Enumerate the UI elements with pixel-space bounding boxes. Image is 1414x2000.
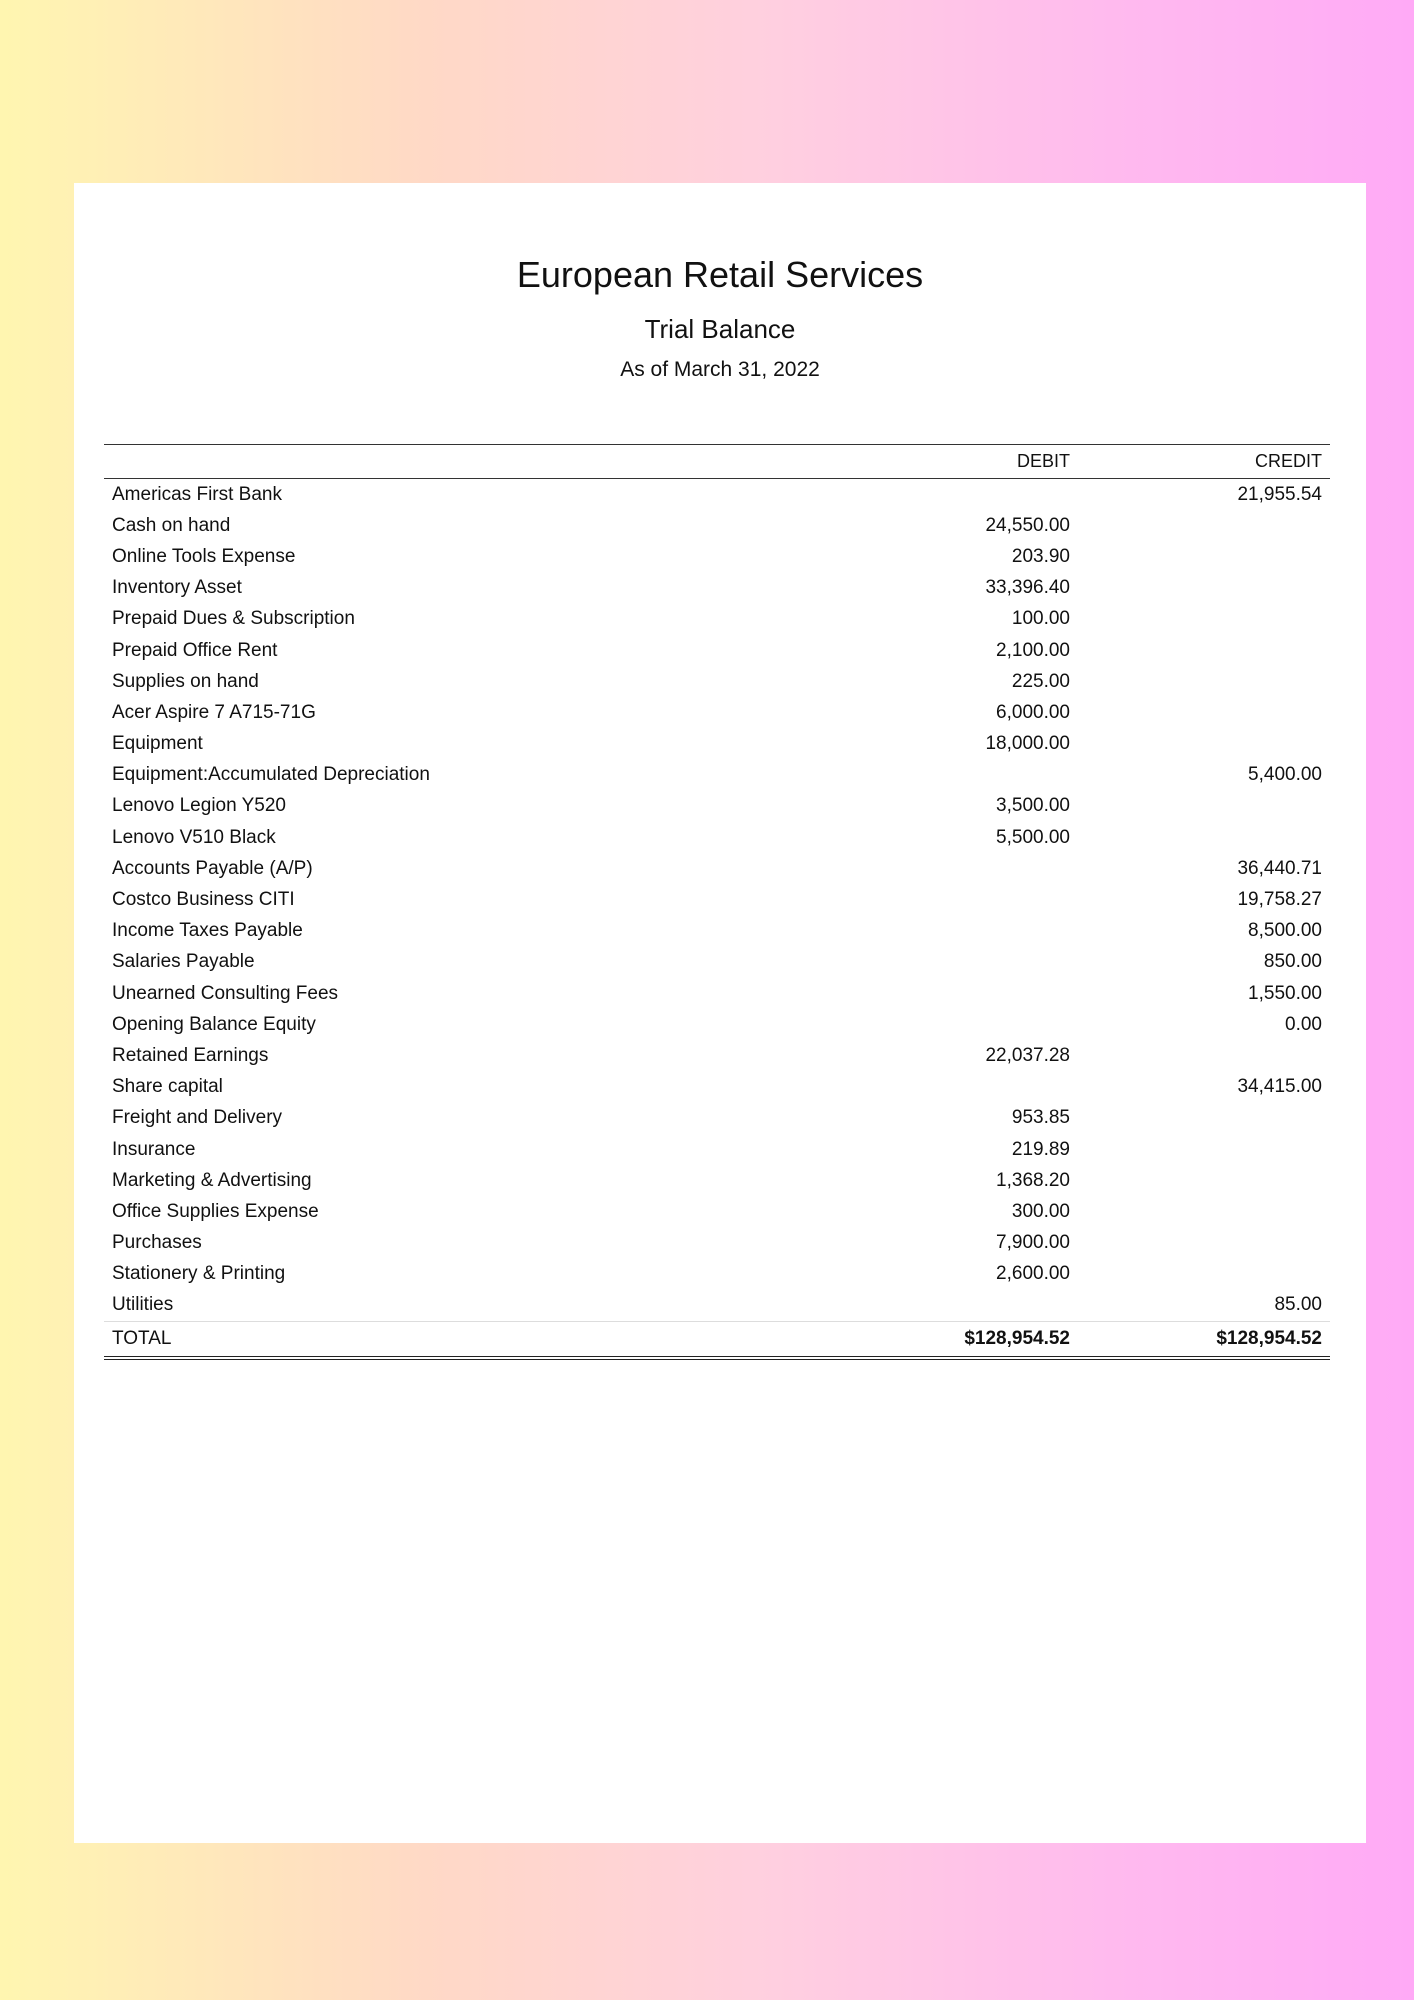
- account-cell: Purchases: [112, 1232, 202, 1254]
- account-cell: Stationery & Printing: [112, 1263, 286, 1285]
- table-row: [104, 1259, 1330, 1290]
- account-cell: Unearned Consulting Fees: [112, 982, 339, 1004]
- debit-cell: 953.85: [1011, 1107, 1070, 1129]
- credit-cell: [1078, 510, 1330, 541]
- account-cell: Inventory Asset: [112, 577, 242, 599]
- report-date: As of March 31, 2022: [620, 358, 820, 381]
- credit-cell: [1078, 1196, 1330, 1227]
- table-row: [104, 729, 1330, 760]
- credit-cell: [1078, 541, 1330, 572]
- credit-cell: [1078, 666, 1330, 697]
- account-cell: Acer Aspire 7 A715-71G: [112, 701, 316, 723]
- credit-column-header: CREDIT: [1078, 445, 1330, 479]
- debit-cell: 300.00: [1011, 1200, 1070, 1222]
- credit-cell: 21,955.54: [1237, 483, 1322, 505]
- trial-balance-table: [104, 444, 1330, 1360]
- table-row: [104, 666, 1330, 697]
- report-title: Trial Balance: [644, 314, 796, 344]
- debit-cell: 219.89: [1011, 1138, 1070, 1160]
- credit-cell: [1078, 1040, 1330, 1071]
- total-row: [104, 1322, 1330, 1359]
- table-row: [104, 510, 1330, 541]
- account-cell: Salaries Payable: [112, 951, 255, 973]
- total-credit: $128,954.52: [1078, 1322, 1330, 1359]
- table-header-row: [104, 445, 1330, 479]
- account-column-header: [104, 445, 870, 479]
- account-cell: Retained Earnings: [112, 1044, 269, 1066]
- table-row: [104, 1072, 1330, 1103]
- table-row: [104, 573, 1330, 604]
- account-cell: Equipment:Accumulated Depreciation: [112, 764, 430, 786]
- account-cell: Opening Balance Equity: [112, 1013, 316, 1035]
- table-row: [104, 479, 1330, 511]
- table-row: [104, 697, 1330, 728]
- company-name: European Retail Services: [516, 254, 924, 295]
- credit-cell: [1078, 1259, 1330, 1290]
- account-cell: Share capital: [112, 1076, 223, 1098]
- table-row: [104, 947, 1330, 978]
- account-cell: Supplies on hand: [112, 670, 259, 692]
- table-row: [104, 1134, 1330, 1165]
- debit-cell: 24,550.00: [985, 514, 1070, 536]
- table-row: [104, 916, 1330, 947]
- account-cell: Office Supplies Expense: [112, 1200, 319, 1222]
- table-row: [104, 1165, 1330, 1196]
- account-cell: Accounts Payable (A/P): [112, 857, 313, 879]
- credit-cell: [1078, 1134, 1330, 1165]
- debit-cell: 5,500.00: [996, 826, 1070, 848]
- debit-cell: 7,900.00: [996, 1232, 1070, 1254]
- table-row: [104, 541, 1330, 572]
- debit-cell: [870, 978, 1078, 1009]
- credit-cell: 85.00: [1274, 1294, 1322, 1316]
- debit-cell: 33,396.40: [985, 577, 1070, 599]
- account-cell: Income Taxes Payable: [112, 920, 303, 942]
- debit-cell: [870, 1072, 1078, 1103]
- debit-cell: [870, 916, 1078, 947]
- credit-cell: [1078, 604, 1330, 635]
- credit-cell: 19,758.27: [1237, 889, 1322, 911]
- debit-cell: 2,600.00: [996, 1263, 1070, 1285]
- table-row: [104, 978, 1330, 1009]
- total-label: TOTAL: [104, 1322, 870, 1359]
- account-cell: Prepaid Office Rent: [112, 639, 278, 661]
- account-cell: Lenovo V510 Black: [112, 826, 276, 848]
- account-cell: Lenovo Legion Y520: [112, 795, 286, 817]
- account-cell: Online Tools Expense: [112, 545, 296, 567]
- table-row: [104, 884, 1330, 915]
- table-row: [104, 635, 1330, 666]
- credit-cell: [1078, 822, 1330, 853]
- debit-cell: [870, 760, 1078, 791]
- account-cell: Insurance: [112, 1138, 196, 1160]
- account-cell: Equipment: [112, 733, 203, 755]
- debit-cell: [870, 947, 1078, 978]
- credit-cell: [1078, 1228, 1330, 1259]
- report-page: [74, 183, 1366, 1843]
- debit-cell: [870, 1290, 1078, 1322]
- table-row: [104, 1290, 1330, 1322]
- credit-cell: [1078, 729, 1330, 760]
- debit-cell: 225.00: [1011, 670, 1070, 692]
- debit-cell: [870, 884, 1078, 915]
- credit-cell: 5,400.00: [1248, 764, 1322, 786]
- debit-cell: 100.00: [1011, 608, 1070, 630]
- credit-cell: 8,500.00: [1248, 920, 1322, 942]
- credit-cell: 1,550.00: [1248, 982, 1322, 1004]
- table-row: [104, 853, 1330, 884]
- table-row: [104, 822, 1330, 853]
- debit-cell: [870, 853, 1078, 884]
- credit-cell: 34,415.00: [1237, 1076, 1322, 1098]
- credit-cell: [1078, 1103, 1330, 1134]
- account-cell: Marketing & Advertising: [112, 1169, 312, 1191]
- table-row: [104, 760, 1330, 791]
- table-row: [104, 1040, 1330, 1071]
- credit-cell: [1078, 635, 1330, 666]
- table-row: [104, 604, 1330, 635]
- table-row: [104, 791, 1330, 822]
- credit-cell: 0.00: [1285, 1013, 1322, 1035]
- credit-cell: [1078, 697, 1330, 728]
- credit-cell: 36,440.71: [1237, 857, 1322, 879]
- debit-cell: 2,100.00: [996, 639, 1070, 661]
- debit-cell: 6,000.00: [996, 701, 1070, 723]
- account-cell: Utilities: [112, 1294, 174, 1316]
- credit-cell: 850.00: [1263, 951, 1322, 973]
- credit-cell: [1078, 791, 1330, 822]
- report-header: [74, 253, 1366, 383]
- table-body: [104, 479, 1330, 1359]
- debit-cell: 22,037.28: [985, 1044, 1070, 1066]
- debit-cell: [870, 479, 1078, 511]
- debit-cell: 18,000.00: [985, 733, 1070, 755]
- debit-cell: [870, 1009, 1078, 1040]
- account-cell: Cash on hand: [112, 514, 231, 536]
- account-cell: Prepaid Dues & Subscription: [112, 608, 355, 630]
- account-cell: Americas First Bank: [112, 483, 282, 505]
- table-row: [104, 1228, 1330, 1259]
- credit-cell: [1078, 573, 1330, 604]
- table-row: [104, 1196, 1330, 1227]
- account-cell: Costco Business CITI: [112, 889, 295, 911]
- table-row: [104, 1009, 1330, 1040]
- debit-cell: 1,368.20: [996, 1169, 1070, 1191]
- total-debit: $128,954.52: [870, 1322, 1078, 1359]
- account-cell: Freight and Delivery: [112, 1107, 283, 1129]
- credit-cell: [1078, 1165, 1330, 1196]
- debit-column-header: DEBIT: [870, 445, 1078, 479]
- debit-cell: 3,500.00: [996, 795, 1070, 817]
- debit-cell: 203.90: [1011, 545, 1070, 567]
- table-row: [104, 1103, 1330, 1134]
